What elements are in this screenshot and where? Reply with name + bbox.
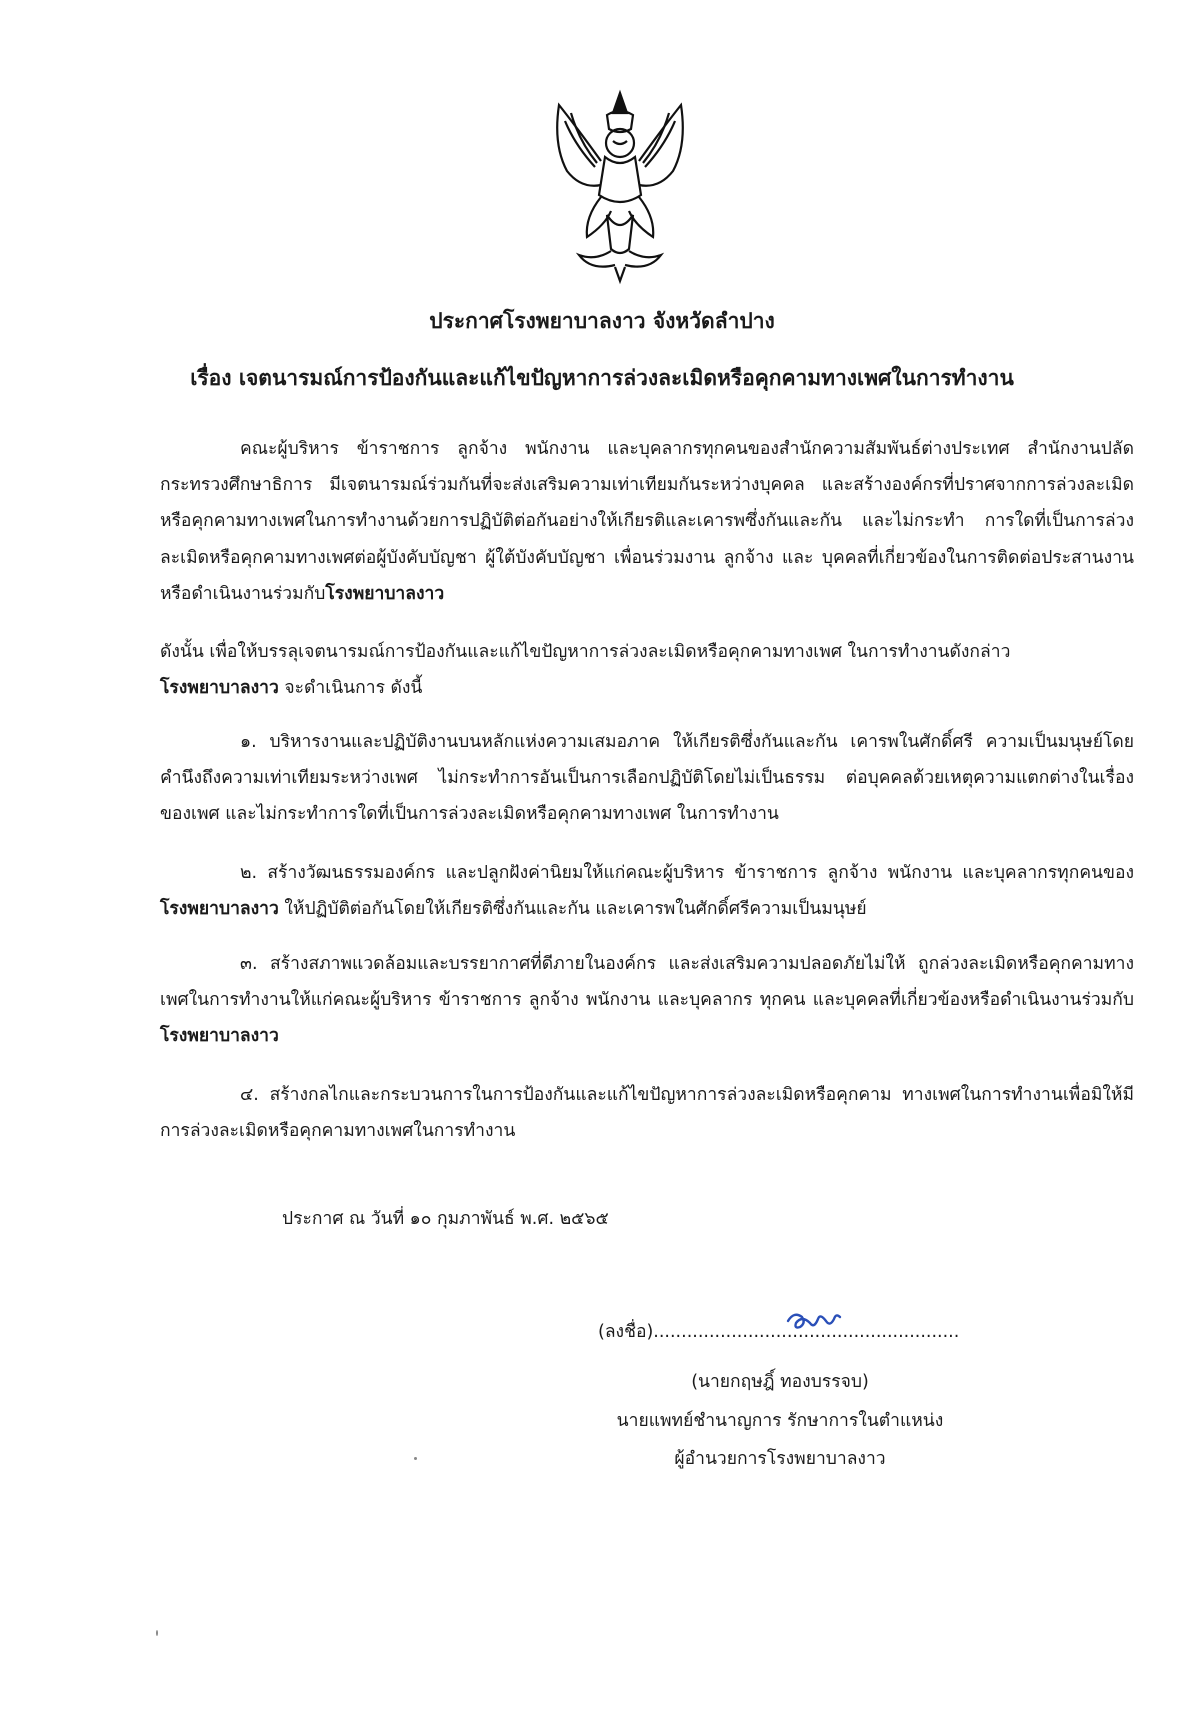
item-3-org-name: โรงพยาบาลงาว	[160, 1026, 279, 1047]
item-2-text-b: ให้ปฏิบัติต่อกันโดยให้เกียรติซึ่งกันและกัน และเคารพในศักดิ์ศรีความเป็นมนุษย์	[278, 899, 867, 920]
item-1-text: ๑. บริหารงานและปฏิบัติงานบนหลักแห่งความเสมอภาค ให้เกียรติซึ่งกันและกัน เคารพในศักดิ์ศรี ความเป็นมนุษย์โดยคำนึงถึงความเท่าเทียมระหว่างเพศ ไม่กระทำการอันเป็นการเลือกปฏิบัติโดยไม่เป็นธรรม ต่อบุคคลด้วยเหตุความแตกต่างในเรื่องของเพศ และไม่กระทำการใดที่เป็นการล่วงละเมิดหรือคุกคามทางเพศ ในการทำงาน	[160, 732, 1134, 825]
therefore-org-name: โรงพยาบาลงาว	[160, 678, 279, 699]
item-4-paragraph	[160, 1077, 1134, 1149]
intro-paragraph	[160, 431, 1134, 612]
signer-title: ผู้อำนวยการโรงพยาบาลงาว	[674, 1449, 886, 1469]
announcement-title: ประกาศโรงพยาบาลงาว จังหวัดลำปาง	[429, 309, 775, 333]
paper-speck	[414, 1457, 417, 1460]
intro-org-name: โรงพยาบาลงาว	[325, 583, 445, 604]
signer-position: นายแพทย์ชำนาญการ รักษาการในตำแหน่ง	[616, 1411, 944, 1431]
item-1-paragraph	[160, 724, 1134, 833]
announcement-date: ประกาศ ณ วันที่ ๑๐ กุมภาพันธ์ พ.ศ. ๒๕๖๕	[282, 1209, 609, 1229]
handwritten-signature-icon	[784, 1307, 844, 1333]
item-3-paragraph	[160, 946, 1134, 1055]
therefore-text: ดังนั้น เพื่อให้บรรลุเจตนารมณ์การป้องกันและแก้ไขปัญหาการล่วงละเมิดหรือคุกคามทางเพศ ในการทำงานดังกล่าว	[160, 642, 1011, 662]
signer-name: (นายกฤษฎิ์ ทองบรรจบ)	[691, 1372, 869, 1392]
item-2-text-a: ๒. สร้างวัฒนธรรมองค์กร และปลูกฝังค่านิยมให้แก่คณะผู้บริหาร ข้าราชการ ลูกจ้าง พนักงาน และบุคลากรทุกคนของ	[240, 863, 1134, 883]
paper-speck	[156, 1630, 158, 1636]
therefore-paragraph	[160, 634, 1134, 706]
announcement-subject: เรื่อง เจตนารมณ์การป้องกันและแก้ไขปัญหาการล่วงละเมิดหรือคุกคามทางเพศในการทำงาน	[190, 366, 1014, 390]
item-4-text: ๔. สร้างกลไกและกระบวนการในการป้องกันและแก้ไขปัญหาการล่วงละเมิดหรือคุกคาม ทางเพศในการทำงานเพื่อมิให้มีการล่วงละเมิดหรือคุกคามทางเพศในการทำงาน	[160, 1085, 1134, 1142]
garuda-emblem-icon	[545, 85, 695, 285]
item-2-paragraph	[160, 855, 1134, 927]
item-3-text: ๓. สร้างสภาพแวดล้อมและบรรยากาศที่ดีภายในองค์กร และส่งเสริมความปลอดภัยไม่ให้ ถูกล่วงละเมิดหรือคุกคามทางเพศในการทำงานให้แก่คณะผู้บริหาร ข้าราชการ ลูกจ้าง พนักงาน และบุคลากร ทุกคน และบุคคลที่เกี่ยวข้องหรือดำเนินงานร่วมกับ	[160, 954, 1134, 1011]
intro-text: คณะผู้บริหาร ข้าราชการ ลูกจ้าง พนักงาน และบุคลากรทุกคนของสำนักความสัมพันธ์ต่างประเทศ สำนักงานปลัดกระทรวงศึกษาธิการ มีเจตนารมณ์ร่วมกันที่จะส่งเสริมความเท่าเทียมกันระหว่างบุคคล และสร้างองค์กรที่ปราศจากการล่วงละเมิด หรือคุกคามทางเพศในการทำงานด้วยการปฏิบัติต่อกันอย่างให้เกียรติและเคารพซึ่งกันและกัน และไม่กระทำ การใดที่เป็นการล่วงละเมิดหรือคุกคามทางเพศต่อผู้บังคับบัญชา ผู้ใต้บังคับบัญชา เพื่อนร่วมงาน ลูกจ้าง และ บุคคลที่เกี่ยวข้องในการติดต่อประสานงานหรือดำเนินงานร่วมกับ	[160, 439, 1134, 604]
item-2-org-name: โรงพยาบาลงาว	[160, 899, 279, 920]
signature-line: (ลงชื่อ).......................................................	[598, 1322, 960, 1342]
therefore-tail: จะดำเนินการ ดังนี้	[278, 678, 423, 699]
